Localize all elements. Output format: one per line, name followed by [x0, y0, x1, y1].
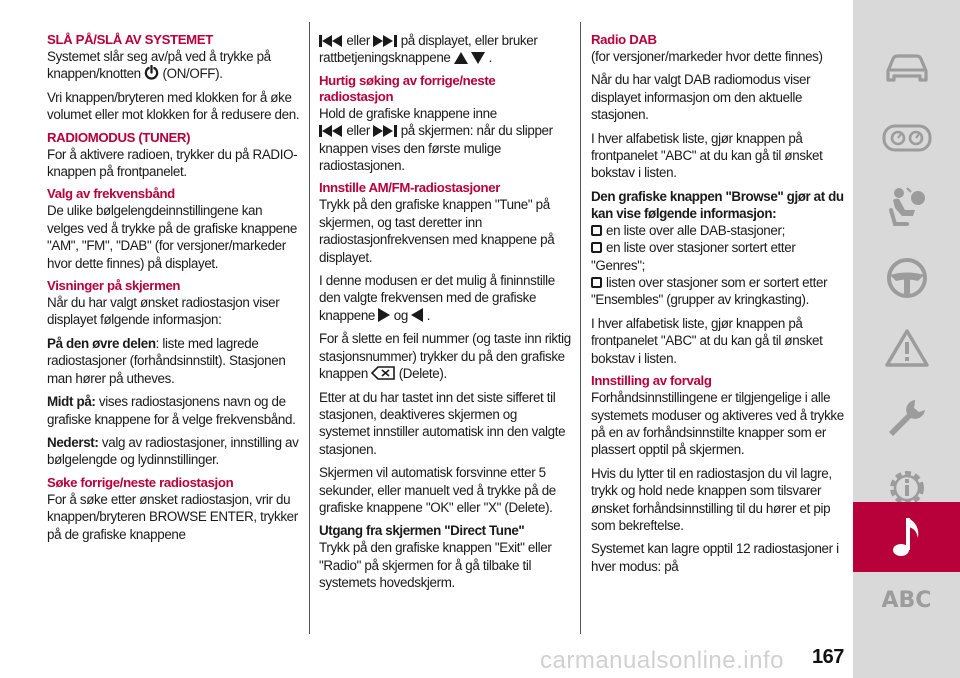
- para-top-text: : liste med lagrede radiostasjoner (forhåndsinnstilt). Stasjonen man hører på utheves.: [47, 335, 286, 386]
- column-left: [47, 32, 301, 549]
- para-am-fm: Trykk på den grafiske knappen "Tune" på skjermen, og tast deretter inn radiostasjonfrekvensen med knappene på displayet.: [319, 197, 555, 265]
- car-icon: [884, 51, 930, 85]
- para-tuner: For å aktivere radioen, trykker du på RADIO-knappen på frontpanelet.: [47, 146, 298, 180]
- para-volume: Vri knappen/bryteren med klokken for å øke volumet eller mot klokken for å redusere den.: [47, 89, 300, 123]
- list-item-text: listen over stasjoner som er sortert etter "Ensembles" (grupper av kringkasting).: [591, 275, 828, 308]
- para-search: For å søke etter ønsket radiostasjon, vrir du knappen/bryteren BROWSE ENTER, trykker på de grafiske knappene: [47, 491, 298, 542]
- para-alpha-list-1: I hver alfabetisk liste, gjør knappen på frontpanelet "ABC" at du kan gå til ønsket bokstav i listen.: [591, 130, 823, 181]
- fast-search-text-a: Hold de grafiske knappene inne: [319, 105, 497, 121]
- power-icon: [144, 65, 159, 80]
- fine-tune-text: I denne modusen er det mulig å fininnstille den valgte frekvensen med de grafiske knappene: [319, 273, 555, 323]
- para-fast-search: [319, 105, 571, 175]
- abc-index-label: ABC: [881, 587, 932, 613]
- para-on-off-suffix: (ON/OFF).: [162, 66, 223, 82]
- para-after-digit: Etter at du har tastet inn det siste sifferet til stasjonen, deaktiveres skjermen og systemet innstiller automatisk inn den valgte stasjonen.: [319, 389, 566, 457]
- bullet-icon: [591, 242, 602, 253]
- seat-airbag-icon: [885, 186, 929, 230]
- heading-tuner: RADIOMODUS (TUNER): [47, 129, 191, 145]
- heading-am-fm: Innstille AM/FM-radiostasjoner: [319, 180, 500, 196]
- chapter-sidebar: [853, 0, 960, 678]
- skip-previous-icon: [319, 125, 343, 137]
- heading-screens: Visninger på skjermen: [47, 278, 181, 294]
- para-bottom-text: valg av radiostasjoner, innstilling av bølgelengde og lydinnstillinger.: [47, 434, 299, 468]
- para-delete: [319, 330, 571, 382]
- para-alpha-list-2: I hver alfabetisk liste, gjør knappen på frontpanelet "ABC" at du kan gå til ønsket bokstav i listen.: [591, 315, 823, 366]
- page-number: 167: [812, 646, 844, 668]
- tab-multimedia[interactable]: [853, 502, 960, 572]
- wrench-icon: [885, 396, 929, 440]
- period-text: .: [426, 307, 431, 323]
- tab-dashboard[interactable]: [853, 103, 960, 173]
- list-item: [591, 274, 846, 309]
- steering-wheel-icon: [885, 256, 929, 300]
- heading-dab: Radio DAB: [591, 32, 657, 47]
- heading-exit-direct-tune: Utgang fra skjermen "Direct Tune": [319, 523, 525, 539]
- tab-maintenance[interactable]: [853, 383, 960, 453]
- para-preset: Forhåndsinnstillingene er tilgjengelige i alle systemets moduser og aktiveres ved å trykke på en av forhåndsinnstilte knapper som er plassert opptil på skjermen.: [591, 390, 844, 458]
- para-on-off-text: Systemet slår seg av/på ved å trykke på knappen/knotten: [47, 49, 271, 82]
- para-auto-close: Skjermen vil automatisk forsvinne etter 5 sekunder, eller manuelt ved å trykke på de grafiske knappene "OK" eller "X" (Delete).: [319, 465, 556, 515]
- para-mid: [47, 393, 301, 428]
- column-divider: [580, 22, 581, 634]
- skip-next-icon: [373, 125, 397, 137]
- para-dab-versions: (for versjoner/markeder hvor dette finnes): [591, 49, 823, 64]
- label-mid: Midt på:: [47, 394, 96, 410]
- label-top: På den øvre delen: [47, 335, 156, 351]
- arrow-left-icon: [411, 308, 423, 322]
- warning-triangle-icon: [884, 328, 930, 368]
- para-on-off: [47, 48, 301, 83]
- fast-search-text-c: på skjermen: når du slipper knappen vises den første mulige radiostasjonen.: [319, 123, 553, 174]
- fast-search-or: eller: [346, 123, 370, 139]
- heading-preset: Innstilling av forvalg: [591, 373, 712, 389]
- label-bottom: Nederst:: [47, 434, 99, 450]
- bullet-icon: [591, 277, 602, 288]
- backspace-icon: [371, 366, 395, 380]
- list-item-text: en liste over alle DAB-stasjoner;: [606, 222, 785, 238]
- para-mid-text: vises radiostasjonens navn og de grafiske knappene for å velge frekvensbånd.: [47, 394, 296, 427]
- tab-driving[interactable]: [853, 243, 960, 313]
- heading-fast-search: Hurtig søking av forrige/neste radiostasjon: [319, 72, 496, 104]
- tab-index[interactable]: [853, 565, 960, 635]
- tab-emergency[interactable]: [853, 313, 960, 383]
- para-dab-info: Når du har valgt DAB radiomodus viser displayet informasjon om den aktuelle stasjonen.: [591, 72, 811, 123]
- para-store: Systemet kan lagre opptil 12 radiostasjoner i hver modus: på: [591, 541, 839, 574]
- period-text: .: [488, 50, 493, 66]
- tab-car[interactable]: [853, 33, 960, 103]
- delete-suffix: (Delete).: [398, 366, 447, 382]
- column-middle: [319, 32, 571, 598]
- heading-browse: Den grafiske knappen "Browse" gjør at du kan vise følgende informasjon:: [591, 188, 844, 221]
- para-hold: Hvis du lytter til en radiostasjon du vil lagre, trykk og hold nede knappen som tilsvarer ønsket forhåndsinnstilling til du hører et pip som bekreftelse.: [591, 465, 832, 533]
- para-screens: Når du har valgt ønsket radiostasjon viser displayet følgende informasjon:: [47, 295, 280, 328]
- para-band: De ulike bølgelengdeinnstillingene kan velges ved å trykke på de grafiske knappene "AM", "FM", "DAB" (for versjoner/markeder hvor dette finnes) på displayet.: [47, 203, 297, 271]
- para-top: [47, 335, 301, 387]
- arrow-down-icon: [471, 52, 485, 64]
- arrow-up-icon: [454, 52, 468, 64]
- column-divider: [309, 22, 310, 634]
- skip-previous-icon: [319, 35, 343, 47]
- list-item: [591, 239, 846, 274]
- bullet-icon: [591, 225, 602, 236]
- column-right: [591, 32, 846, 581]
- dashboard-icon: [882, 123, 932, 153]
- on-display-text: på displayet, eller bruker rattbetjeningsknappene: [319, 33, 538, 66]
- watermark: carmanualsonline.info: [540, 647, 784, 674]
- fine-tune-and: og: [393, 307, 408, 323]
- skip-next-icon: [373, 35, 397, 47]
- para-fine-tune: [319, 272, 571, 324]
- heading-band: Valg av frekvensbånd: [47, 186, 175, 202]
- para-bottom: [47, 434, 301, 469]
- music-note-icon: [890, 514, 924, 560]
- tab-safety[interactable]: [853, 173, 960, 243]
- arrow-right-icon: [378, 308, 390, 322]
- heading-on-off: SLÅ PÅ/SLÅ AV SYSTEMET: [47, 32, 213, 47]
- list-item-text: en liste over stasjoner sortert etter "Genres";: [591, 240, 796, 273]
- or-text: eller: [346, 33, 370, 48]
- para-exit: Trykk på den grafiske knappen "Exit" eller "Radio" på skjermen for å gå tilbake til systemets hovedskjerm.: [319, 540, 552, 591]
- heading-search: Søke forrige/neste radiostasjon: [47, 474, 234, 490]
- para-prev-next: [319, 32, 571, 67]
- delete-text: For å slette en feil nummer (og taste inn riktig stasjonsnummer) trykker du på den grafiske knappen: [319, 331, 571, 382]
- list-item: [591, 222, 846, 239]
